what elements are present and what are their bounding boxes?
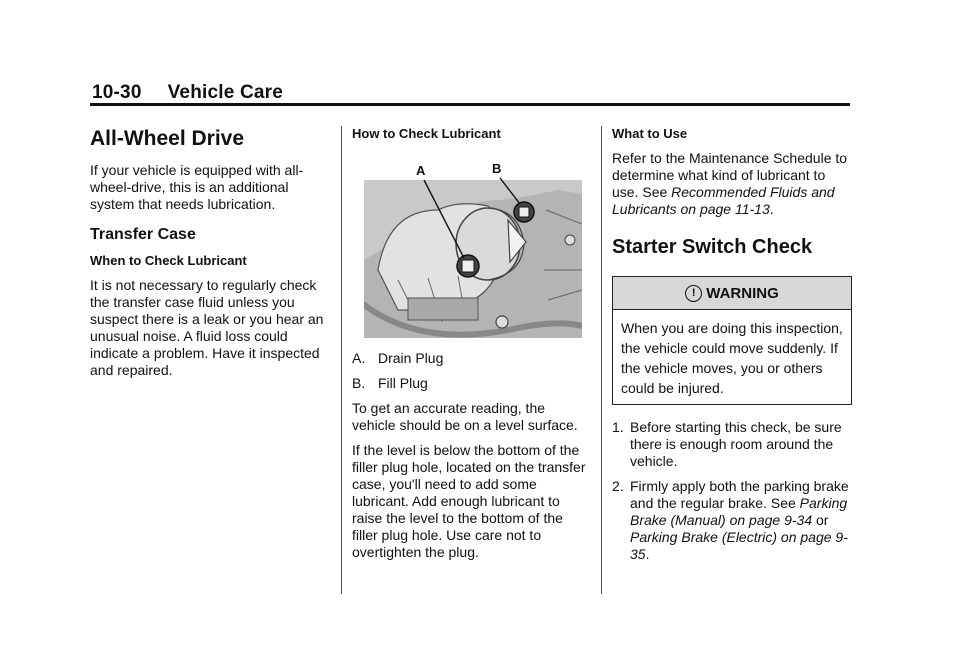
column-divider bbox=[341, 126, 342, 594]
transfer-case-heading: Transfer Case bbox=[90, 226, 196, 243]
fluids-reference-link: Recommended Fluids and Lubricants on page 11-13 bbox=[612, 184, 835, 217]
what-to-use-text: Refer to the Maintenance Schedule to determine what kind of lubricant to use. See Recommended Fluids and Lubricants on page 11-13. bbox=[612, 150, 848, 217]
warning-header bbox=[613, 277, 851, 310]
warning-text: When you are doing this inspection, the vehicle could move suddenly. If the vehicle moves, you or others could be injured. bbox=[621, 320, 843, 396]
level-surface-text: To get an accurate reading, the vehicle should be on a level surface. bbox=[352, 400, 578, 433]
starter-switch-heading: Starter Switch Check bbox=[612, 236, 813, 258]
awd-intro: If your vehicle is equipped with all-wheel-drive, this is an additional system that needs lubrication. bbox=[90, 162, 304, 212]
column-3 bbox=[612, 126, 852, 571]
header-rule bbox=[90, 103, 850, 106]
parking-brake-manual-reference: Parking Brake (Manual) on page 9-34 bbox=[630, 495, 848, 528]
column-2 bbox=[352, 126, 592, 569]
parking-brake-electric-reference: Parking Brake (Electric) on page 9-35 bbox=[630, 529, 848, 562]
warning-box bbox=[612, 276, 852, 405]
warning-icon: ! bbox=[685, 285, 702, 302]
all-wheel-drive-heading: All-Wheel Drive bbox=[90, 127, 245, 150]
section-title: Vehicle Care bbox=[167, 82, 284, 103]
column-divider bbox=[601, 126, 602, 594]
legend-item: A. Drain Plug bbox=[352, 350, 444, 366]
list-item: 2. Firmly apply both the parking brake and the regular brake. See Parking Brake (Manual) on page 9-34 or Parking Brake (Electric) on page 9-35. bbox=[612, 478, 849, 562]
when-to-check-text: It is not necessary to regularly check the transfer case fluid unless you suspect there is a leak or you hear an unusual noise. A fluid loss could indicate a problem. Have it inspected and repaired. bbox=[90, 277, 324, 378]
callout-b: B bbox=[492, 161, 502, 176]
list-item: 1. Before starting this check, be sure there is enough room around the vehicle. bbox=[612, 419, 842, 469]
column-1 bbox=[90, 126, 330, 387]
add-lubricant-text: If the level is below the bottom of the filler plug hole, located on the transfer case, you'll need to add some lubricant. Add enough lubricant to raise the level to the bottom of the filler plug hole. Use care not to overtighten the plug. bbox=[352, 442, 586, 560]
steps-list bbox=[612, 419, 852, 563]
transfer-case-drawing bbox=[358, 150, 584, 340]
callout-a: A bbox=[416, 163, 426, 178]
when-to-check-heading: When to Check Lubricant bbox=[90, 253, 247, 268]
legend-item: B. Fill Plug bbox=[352, 375, 428, 391]
page-header bbox=[92, 82, 283, 104]
warning-label: WARNING bbox=[706, 284, 779, 302]
page-number: 10-30 bbox=[92, 82, 142, 103]
what-to-use-heading: What to Use bbox=[612, 126, 688, 141]
transfer-case-illustration bbox=[358, 150, 584, 340]
how-to-check-heading: How to Check Lubricant bbox=[352, 126, 501, 141]
